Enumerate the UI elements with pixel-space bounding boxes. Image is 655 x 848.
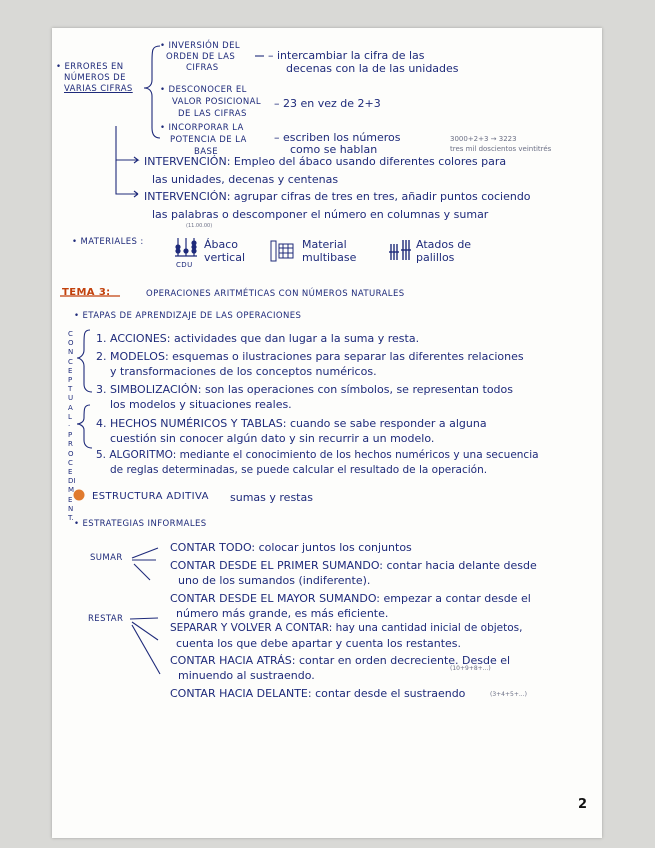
estrategias-title: • ESTRATEGIAS INFORMALES [74,519,207,529]
etapa-1: 1. ACCIONES: actividades que dan lugar a la suma y resta. [96,332,420,345]
vertical-label: CONCEPTUAL · PROCEDIMENT. [68,330,76,523]
separar-1: SEPARAR Y VOLVER A CONTAR: hay una cantidad inicial de objetos, [170,622,523,634]
side-note-1: 3000+2+3 → 3223 [450,135,517,143]
error-potencia-note-1: – escriben los números [274,131,401,144]
intervencion-1-line-1: INTERVENCIÓN: Empleo del ábaco usando diferentes colores para [144,155,507,168]
contar-todo: CONTAR TODO: colocar juntos los conjuntos [170,541,412,554]
error-potencia-2: POTENCIA DE LA [170,135,247,145]
tiny-note: (11.00.00) [186,223,213,229]
error-valor-note: – 23 en vez de 2+3 [274,97,381,110]
separar-2: cuenta los que debe apartar y cuenta los restantes. [176,637,462,650]
estructura-subtitle: sumas y restas [230,491,313,504]
palillos-label-1: Atados de [416,238,472,251]
cdu-label: CDU [176,261,193,269]
abaco-label-1: Ábaco [204,238,239,251]
etapa-4-line-2: cuestión sin conocer algún dato y sin recurrir a un modelo. [110,432,435,445]
error-potencia-3: BASE [194,147,219,157]
error-valor-3: DE LAS CIFRAS [178,109,247,119]
multibase-label-1: Material [302,238,347,251]
estructura-title: ESTRUCTURA ADITIVA [92,491,209,502]
error-valor-2: VALOR POSICIONAL [172,97,261,107]
primer-sumando-1: CONTAR DESDE EL PRIMER SUMANDO: contar hacia delante desde [170,559,537,572]
etapa-2-line-2: y transformaciones de los conceptos numéricos. [110,365,377,378]
tema-title: OPERACIONES ARITMÉTICAS CON NÚMEROS NATURALES [146,289,405,299]
etapa-2-line-1: 2. MODELOS: esquemas o ilustraciones para separar las diferentes relaciones [96,350,524,363]
notebook-page [52,28,602,838]
multibase-icon [270,240,296,262]
sumar-label: SUMAR [90,553,123,563]
etapa-4-line-1: 4. HECHOS NUMÉRICOS Y TABLAS: cuando se sabe responder a alguna [96,417,487,430]
error-inversion-1: • INVERSIÓN DEL [160,41,240,51]
mayor-sumando-2: número más grande, es más eficiente. [176,607,389,620]
error-potencia-note-2: como se hablan [290,143,378,156]
restar-label: RESTAR [88,614,124,624]
tiny-note-atras: (10+9+8+...) [450,665,491,672]
error-inversion-2: ORDEN DE LAS [166,52,236,62]
multibase-label-2: multibase [302,251,357,264]
intervencion-2-line-1: INTERVENCIÓN: agrupar cifras de tres en tres, añadir puntos cociendo [144,190,531,203]
error-valor-1: • DESCONOCER EL [160,85,247,95]
error-potencia-1: • INCORPORAR LA [160,123,244,133]
page-number: 2 [578,797,588,812]
error-inversion-3: CIFRAS [186,63,219,73]
error-inversion-note-1: – intercambiar la cifra de las [268,49,425,62]
hacia-atras-1: CONTAR HACIA ATRÁS: contar en orden decreciente. Desde el [170,654,511,667]
tema-number: TEMA 3: [62,287,111,298]
mayor-sumando-1: CONTAR DESDE EL MAYOR SUMANDO: empezar a contar desde el [170,592,531,605]
materiales-label: • MATERIALES : [72,237,144,247]
etapa-3-line-1: 3. SIMBOLIZACIÓN: son las operaciones con símbolos, se representan todos [96,383,513,396]
etapas-title: • ETAPAS DE APRENDIZAJE DE LAS OPERACIONES [74,311,302,321]
abaco-icon [174,236,198,260]
tiny-note-delante: (3+4+5+...) [490,691,527,698]
hacia-atras-2: minuendo al sustraendo. [178,669,315,682]
errores-label-3: VARIAS CIFRAS [64,84,133,94]
etapa-5-line-2: de reglas determinadas, se puede calcular el resultado de la operación. [110,464,488,476]
primer-sumando-2: uno de los sumandos (indiferente). [178,574,371,587]
palillos-label-2: palillos [416,251,455,264]
intervencion-2-line-2: las palabras o descomponer el número en columnas y sumar [152,208,489,221]
side-note-2: tres mil doscientos veintitrés [450,145,552,153]
etapa-3-line-2: los modelos y situaciones reales. [110,398,292,411]
errores-label-2: NÚMEROS DE [64,73,126,83]
hacia-delante: CONTAR HACIA DELANTE: contar desde el sustraendo [170,687,466,700]
etapa-5-line-1: 5. ALGORITMO: mediante el conocimiento de los hechos numéricos y una secuencia [96,449,539,461]
error-inversion-note-2: decenas con la de las unidades [286,62,459,75]
palillos-icon [388,238,412,262]
intervencion-1-line-2: las unidades, decenas y centenas [152,173,339,186]
abaco-label-2: vertical [204,251,246,264]
errores-label-1: • ERRORES EN [56,62,124,72]
